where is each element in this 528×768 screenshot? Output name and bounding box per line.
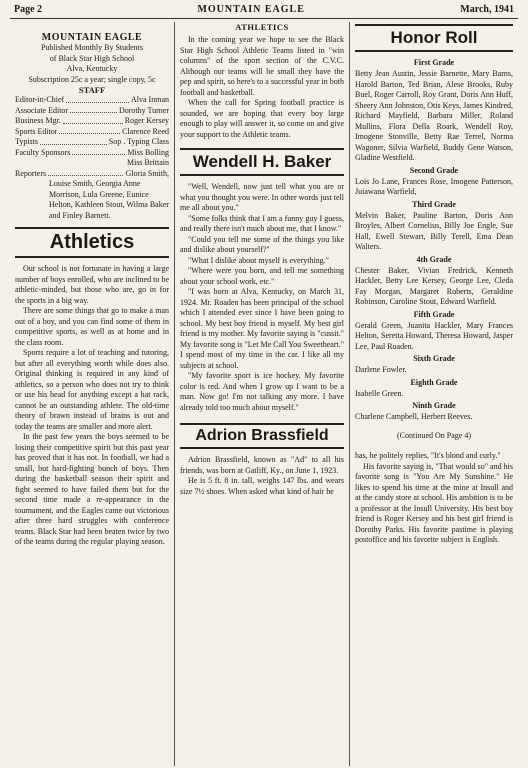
article-paragraph: Sports require a lot of teaching and tutoring, but after all everything worth while does also. Original thinking is required in any kind of athletics, so a person who does not try to think or use his head for anything except a hat rack, cannot be an outstanding athlete. The old-time theory of brawn instead of brains is out and today the teams are smaller and more alert. — [15, 348, 169, 431]
newspaper-title: MOUNTAIN EAGLE — [197, 4, 305, 15]
staff-row — [15, 148, 169, 159]
article-paragraph: "Could you tell me some of the things you like and dislike about yourself?" — [180, 234, 344, 254]
article-paragraph: In the past few years the boys seemed to be losing their competitive spirit but this past year has proved that it has not. In football, we had a small, but hard-fighting bunch of boys. Then during the basketball season their spirit and fight seemed to have failed them but for the second time made a re-appearance in the tournament, and the Eagles came out victorious after three hard struggles with conference teams. Black Star had been beaten twice by two of the teams during the regular playing season. — [15, 432, 169, 546]
staff-role: Sports Editor — [15, 126, 58, 136]
reporters-list: Louise Smith, Georgia Anne Morrison, Lula Greene, Eunice Helton, Kathleen Stout, Wilma Baker and Finley Barnett. — [49, 179, 169, 220]
article-paragraph: He is 5 ft. 8 in. tall, weighs 147 lbs. and wears size 7½ shoes. When asked what kind of hair he — [180, 476, 344, 496]
staff-role: Typists — [15, 137, 38, 146]
staff-role: Associate Editor — [15, 105, 69, 115]
grade-names: Darlene Fowler. — [355, 365, 407, 374]
article-paragraph: There are some things that go to make a man out of a boy, and you can find some of them in competitive sports, as well as at home and in the class room. — [15, 306, 169, 347]
staff-name: Roger Kersey — [124, 116, 169, 125]
staff-label: STAFF — [78, 85, 106, 95]
honor-roll-heading: Honor Roll — [355, 24, 513, 52]
grade-names: Chester Baker, Vivian Fredrick, Kenneth Hackler, Betty Lee Kersey, George Lee, Cleda Fay Morgan, Margaret Roberts, Geraldine Robinson, Caroline Stout, Edward Warfield. — [355, 265, 513, 306]
grade-names: Isabelle Green. — [355, 388, 404, 398]
staff-name: Alva Inman — [131, 95, 169, 104]
masthead-line: Subscription 25c a year; single copy, 5c — [28, 74, 156, 84]
adrion-heading: Adrion Brassfield — [180, 423, 344, 449]
staff-row — [15, 95, 169, 106]
masthead-line: Alva, Kentucky — [66, 64, 118, 73]
grade-heading: Third Grade — [412, 199, 456, 209]
grade-heading: First Grade — [413, 58, 455, 67]
staff-name: Sop . Typing Class — [108, 137, 169, 146]
article-paragraph: "Where were you born, and tell me something about your school work, etc." — [180, 266, 344, 286]
continued-note: (Continued On Page 4) — [397, 430, 471, 440]
grade-names: Gerald Green, Juanita Hackler, Mary Frances Helton, Seretta Howard, Theresa Howard, Jasper Lee, Paul Roaden. — [355, 320, 513, 351]
article-paragraph: Our school is not fortunate in having a large number of boys enrolled, who are inclined to be athletic-minded, but those who are, go in for the sports in a big way. — [15, 264, 169, 305]
athletics-heading: Athletics — [15, 227, 169, 258]
staff-role: Faculty Sponsors — [15, 147, 71, 157]
masthead — [15, 32, 169, 221]
page-header — [10, 4, 518, 19]
masthead-title: MOUNTAIN EAGLE — [41, 32, 143, 43]
article-paragraph: has, he politely replies, "It's blond and curly." — [355, 451, 501, 460]
staff-role: Business Mgr. — [15, 116, 61, 125]
masthead-line: of Black Star High School — [49, 53, 135, 63]
staff-row-reporters — [15, 169, 169, 180]
grade-heading: Ninth Grade — [412, 401, 456, 410]
article-paragraph: "I was born at Alva, Kentucky, on March 31, 1924. Mr. Roaden has been principal of the school which I attended ever since I have been going to school. My best boy friend is myself. My best girl friend is my mother. My favorite saying is "cussit." My favorite song is "Let Me Call You Sweetheart." I spend most of my time in the car. I like all my subjects at school. — [180, 287, 344, 370]
page-number: Page 2 — [14, 4, 43, 15]
staff-name: Miss Bolling — [127, 147, 169, 157]
column-left — [10, 22, 175, 766]
athletics-column-heading: ATHLETICS — [235, 22, 289, 32]
grade-heading: Sixth Grade — [413, 354, 455, 363]
column-right — [350, 22, 518, 766]
staff-name: Dorothy Turner — [118, 105, 169, 115]
staff-name: Clarence Reed — [122, 126, 169, 136]
article-paragraph: In the coming year we hope to see the Black Star High School Athletic Teams listed in "win columns" of the sport section of the C.V.C. Although our teams will be small they have the pep and spirit, so here's to a successful year in both football and basketball. — [180, 35, 344, 97]
article-paragraph: His favorite saying is, "That would so" and his favorite song is "You Are My Sunshine." He likes to spend his time at the mine at Insull and at the candy store at school. His ambition is to be a professor at the Insull University. His best boy friend is Roger Kersey and his best girl friend is Dorothy Parks. His favorite pastime is playing postoffice and his favorite subject is English. — [355, 461, 513, 544]
grade-names: Melvin Baker, Pauline Barton, Doris Ann Broyles, Albert Cornelius, Billy Joe Engle, Sue Hall, Ewell Stewart, Billy Terell, Ema Dean Walters. — [355, 210, 513, 251]
grade-heading: Eighth Grade — [410, 377, 458, 387]
masthead-line: Published Monthly By Students — [40, 43, 143, 52]
staff-row — [15, 106, 169, 117]
staff-row — [15, 137, 169, 148]
column-middle — [175, 22, 350, 766]
staff-role: Reporters — [15, 168, 47, 178]
staff-role: Editor-in-Chief — [15, 95, 65, 104]
grade-names: Lois Jo Lane, Frances Rose, Imogene Patterson, Juiawana Warfield, — [355, 176, 513, 196]
grade-names: Charlene Campbell, Herbert Reeves. — [355, 412, 473, 421]
grade-heading: Second Grade — [409, 165, 459, 175]
wendell-heading: Wendell H. Baker — [180, 148, 344, 176]
staff-extra: Miss Brittain — [126, 158, 169, 167]
article-paragraph: "Well, Wendell, now just tell what you are or what you thought you were. In other words just tell me all about you." — [180, 182, 344, 212]
grade-heading: Fifth Grade — [413, 309, 455, 319]
article-paragraph: "Some folks think that I am a funny guy I guess, and really there isn't much about me, that I know." — [180, 213, 344, 233]
grade-names: Betty Jean Austin, Jessie Barnette, Mary Barns, Harold Barton, Ted Brian, Alese Brooks, Ruby Buel, Roger Carroll, Roy Grant, Doris Ann Huff, Sheery Ann Johnston, Otis Keys, James Kindred, Richard Mayfield, Barbara Miller, Roland Mullins, Flora Della Roark, Wendell Roy, Imogene Stonville, Betty Rae Terrel, Norma Wagoner, Silvia Warfield, Buddy Gene Watson, Gladine Westfield. — [355, 69, 513, 162]
grade-heading: 4th Grade — [416, 254, 452, 264]
staff-name: Gloria Smith, — [125, 168, 169, 178]
article-paragraph: "My favorite sport is ice hockey. My favorite color is red. And when I grow up I want to be a man. Now go! I'm not talking any more. I have already told too much about myself." — [180, 371, 344, 412]
article-paragraph: When the call for Spring football practice is sounded, we are hoping that every boy large enough to play will answer it, so come on and give your support to the Athletic teams. — [180, 98, 344, 139]
issue-date: March, 1941 — [460, 4, 514, 15]
staff-row — [15, 116, 169, 127]
article-paragraph: Adrion Brassfield, known as "Ad" to all his friends, was born at Gatliff, Ky., on June 1, 1923. — [180, 455, 344, 475]
article-paragraph: "What I dislike about myself is everything." — [188, 255, 329, 265]
staff-row — [15, 127, 169, 138]
